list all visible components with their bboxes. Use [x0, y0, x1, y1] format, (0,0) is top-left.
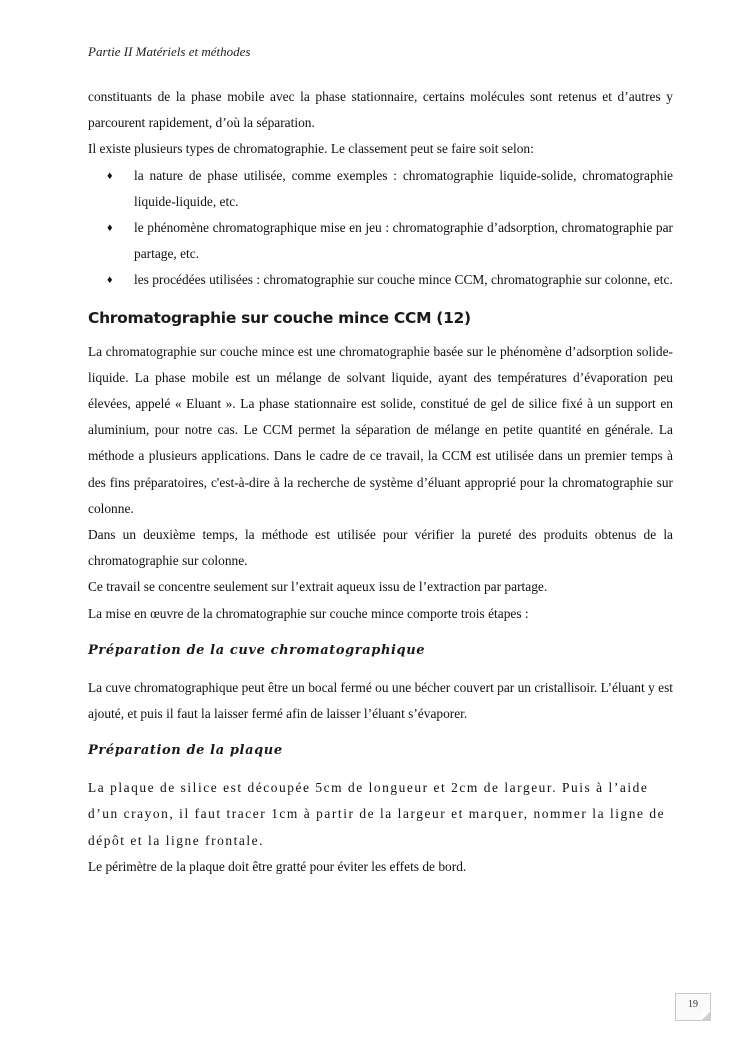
list-item-text: les procédées utilisées : chromatographie sur couche mince CCM, chromatographie sur colonne, etc. — [134, 272, 673, 288]
subsection-heading: Préparation de la cuve chromatographique — [88, 642, 426, 658]
list-item-text: la nature de phase utilisée, comme exemples : chromatographie liquide-solide, chromatographie liquide-liquide, etc. — [134, 167, 673, 209]
diamond-bullet-icon: ♦ — [107, 274, 113, 287]
page-number-box — [675, 993, 711, 1021]
section-paragraph: La chromatographie sur couche mince est une chromatographie basée sur le phénomène d’adsorption solide-liquide. La phase mobile est un mélange de solvant liquide, ayant des températures d’évaporation peu élevées, appelé « Eluant ». La phase stationnaire est solide, constitué de gel de silice fixé à un support en aluminium, pour notre cas. Le CCM permet la séparation de mélange en petite quantité en générale. La méthode a plusieurs applications. Dans le cadre de ce travail, la CCM est utilisée dans un premier temps à des fins préparatoires, c'est-à-dire à la recherche de système d’éluant approprié pour la chromatographie sur colonne. — [88, 343, 673, 516]
intro-paragraph: Il existe plusieurs types de chromatographie. Le classement peut se faire soit selon: — [88, 141, 534, 157]
subsection-paragraph: La plaque de silice est découpée 5cm de longueur et 2cm de largeur. Puis à l’aide d’un crayon, il faut tracer 1cm à partir de la largeur et marquer, nommer la ligne de dépôt et la ligne frontale. — [88, 780, 666, 848]
chromatography-types-list — [88, 163, 673, 294]
section-paragraph: La mise en œuvre de la chromatographie sur couche mince comporte trois étapes : — [88, 605, 529, 621]
subsection-paragraph: Le périmètre de la plaque doit être gratté pour éviter les effets de bord. — [88, 858, 467, 874]
list-item — [107, 267, 673, 293]
section-paragraph: Dans un deuxième temps, la méthode est utilisée pour vérifier la pureté des produits obtenus de la chromatographie sur colonne. — [88, 527, 673, 569]
subsection-heading: Préparation de la plaque — [88, 743, 283, 759]
list-item — [107, 215, 673, 267]
page-curl-icon — [701, 1011, 711, 1021]
subsection-paragraph: La cuve chromatographique peut être un bocal fermé ou une bécher couvert par un cristallisoir. L’éluant y est ajouté, et puis il faut la laisser fermé afin de laisser l’éluant s’évaporer. — [88, 679, 673, 722]
list-item — [107, 163, 673, 215]
running-header: Partie II Matériels et méthodes — [88, 44, 251, 59]
diamond-bullet-icon: ♦ — [107, 169, 113, 182]
section-heading: Chromatographie sur couche mince CCM (12) — [88, 308, 471, 327]
section-paragraph: Ce travail se concentre seulement sur l’extrait aqueux issu de l’extraction par partage. — [88, 579, 548, 595]
page-content — [88, 84, 673, 880]
list-item-text: le phénomène chromatographique mise en jeu : chromatographie d’adsorption, chromatographie par partage, etc. — [134, 220, 673, 262]
diamond-bullet-icon: ♦ — [107, 222, 113, 235]
page-number: 19 — [688, 999, 698, 1010]
intro-paragraph: constituants de la phase mobile avec la phase stationnaire, certains molécules sont retenus et d’autres y parcourent rapidement, d’où la séparation. — [88, 89, 673, 131]
